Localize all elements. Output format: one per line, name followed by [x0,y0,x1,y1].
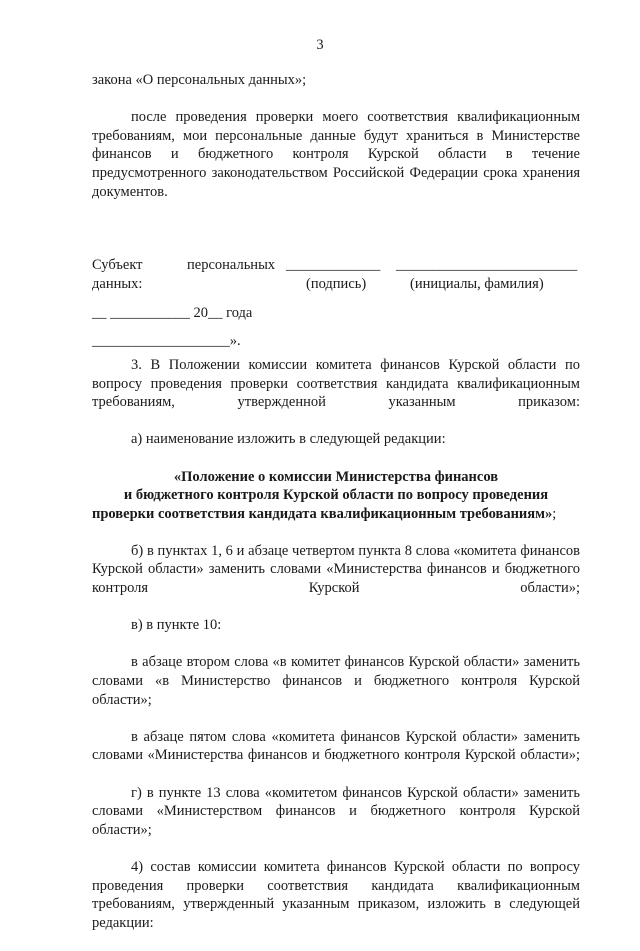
heading-line-2: и бюджетного контроля Курской области по вопросу проведения [123,487,549,504]
clause-3g: г) в пункте 13 слова «комитетом финансов Курской области» заменить словами «Министерством финансов и бюджетного контроля Курской области»; [92,784,580,838]
signature-subject-label: Субъект [92,256,143,273]
signature-caption: (подпись) [306,275,367,292]
date-line: __ ___________ 20__ года [92,304,253,321]
clause-3v: в) в пункте 10: [131,617,222,634]
clause-3v-1: в абзаце втором слова «в комитет финансов Курской области» заменить словами «в Министерство финансов и бюджетного контроля Курской области»; [92,654,580,708]
name-line: _________________________ [396,256,578,273]
heading-line-3-text: проверки соответствия кандидата квалификационным требованиям» [92,505,553,522]
clause-3a: а) наименование изложить в следующей редакции: [131,431,446,448]
signature-line: _____________ [286,256,381,273]
intro-paragraph: после проведения проверки моего соответствия квалификационным требованиям, мои персональные данные будут храниться в Министерстве финансов и бюджетного контроля Курской области в течение предусмотренного законодательством Российской Федерации срока хранения документов. [92,109,580,200]
intro-line: закона «О персональных данных»; [92,72,307,88]
signature-personal-label: персональных [187,256,276,273]
heading-line-3 [92,505,580,542]
heading-line-1: «Положение о комиссии Министерства финансов [173,468,499,485]
clause-3v-2: в абзаце пятом слова «комитета финансов Курской области» заменить словами «Министерства финансов и бюджетного контроля Курской области»; [92,728,580,764]
closing-line: ___________________». [92,333,241,350]
heading-line-3-tail: ; [552,505,557,522]
page-number: 3 [316,37,324,53]
clause-4: 4) состав комиссии комитета финансов Курской области по вопросу проведения проверки соответствия кандидата квалификационным требованиям, утвержденный указанным приказом, изложить в следующей редакции: [92,858,580,931]
signature-data-label: данных: [92,275,143,292]
signature-block [92,256,580,296]
document-body [92,71,580,951]
name-caption: (инициалы, фамилия) [410,275,544,292]
clause-3: 3. В Положении комиссии комитета финансов Курской области по вопросу проведения проверки соответствия кандидата квалификационным требованиям, утвержденной указанным приказом: [92,356,580,411]
clause-3b: б) в пунктах 1, 6 и абзаце четвертом пункта 8 слова «комитета финансов Курской области» заменить словами «Министерства финансов и бюджетного контроля Курской области»; [92,542,580,597]
